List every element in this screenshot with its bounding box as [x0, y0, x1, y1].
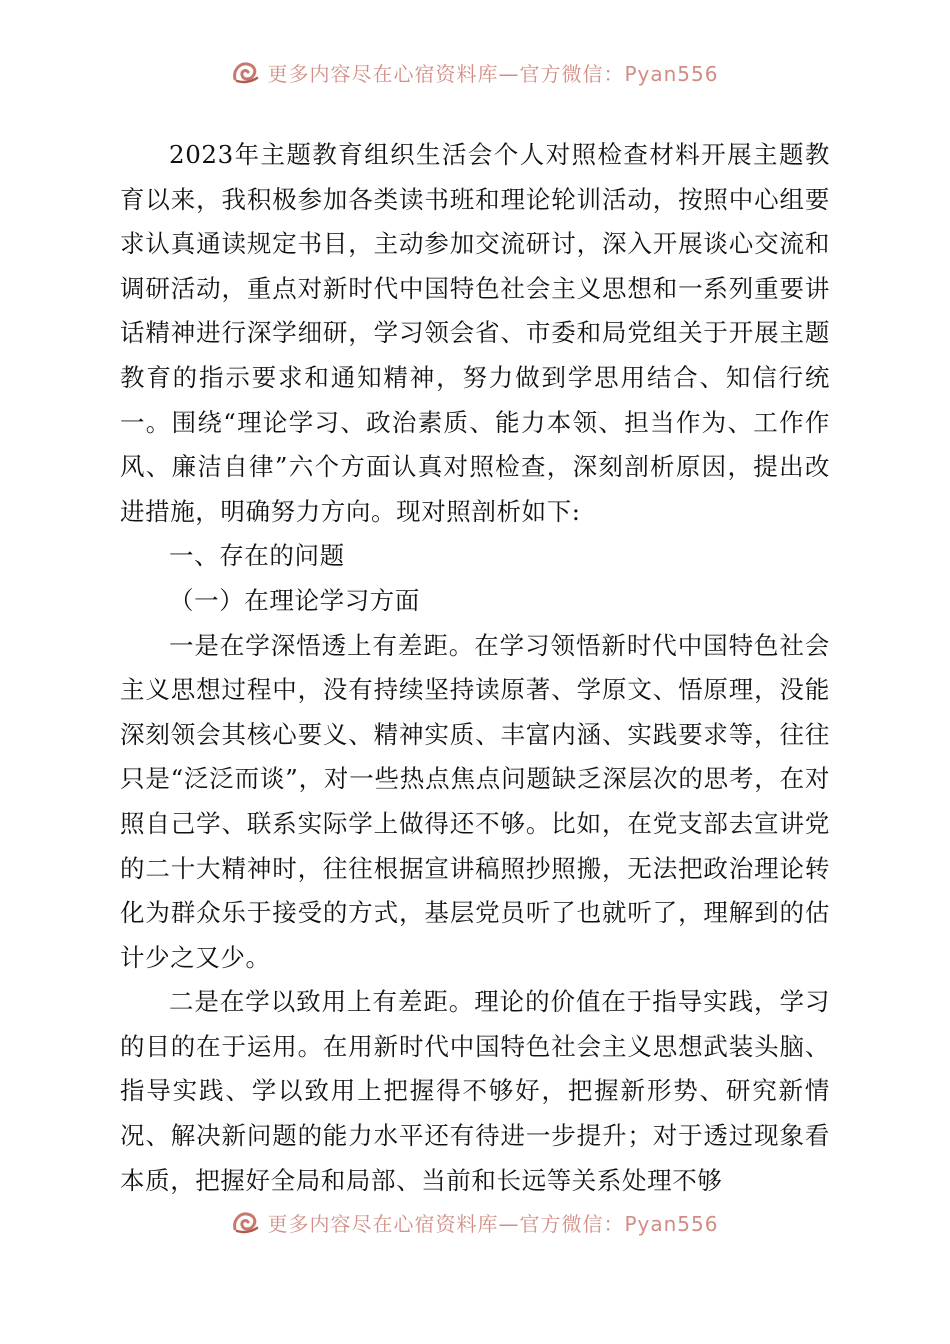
watermark-footer [0, 1202, 950, 1242]
logo-swirl-icon [231, 1209, 261, 1235]
logo-swirl-icon [231, 59, 261, 85]
document-body [120, 133, 830, 1203]
paragraph-intro: 2023年主题教育组织生活会个人对照检查材料开展主题教育以来，我积极参加各类读书班和理论轮训活动，按照中心组要求认真通读规定书目，主动参加交流研讨，深入开展谈心交流和调研活动，重点对新时代中国特色社会主义思想和一系列重要讲话精神进行深学细研，学习领会省、市委和局党组关于开展主题教育的指示要求和通知精神，努力做到学思用结合、知信行统一。围绕“理论学习、政治素质、能力本领、担当作为、工作作风、廉洁自律”六个方面认真对照检查，深刻剖析原因，提出改进措施，明确努力方向。现对照剖析如下: [120, 140, 830, 526]
watermark-header [0, 52, 950, 92]
watermark-text: 更多内容尽在心宿资料库—官方微信：Pyan556 [267, 1211, 719, 1236]
paragraph-point-two: 二是在学以致用上有差距。理论的价值在于指导实践，学习的目的在于运用。在用新时代中国特色社会主义思想武装头脑、指导实践、学以致用上把握得不够好，把握新形势、研究新情况、解决新问题的能力水平还有待进一步提升；对于透过现象看本质，把握好全局和局部、当前和长远等关系处理不够 [120, 987, 830, 1195]
watermark-text: 更多内容尽在心宿资料库—官方微信：Pyan556 [267, 61, 719, 86]
paragraph-point-one: 一是在学深悟透上有差距。在学习领悟新时代中国特色社会主义思想过程中，没有持续坚持读原著、学原文、悟原理，没能深刻领会其核心要义、精神实质、丰富内涵、实践要求等，往往只是“泛泛而谈”，对一些热点焦点问题缺乏深层次的思考，在对照自己学、联系实际学上做得还不够。比如，在党支部去宣讲党的二十大精神时，往往根据宣讲稿照抄照搬，无法把政治理论转化为群众乐于接受的方式，基层党员听了也就听了，理解到的估计少之又少。 [120, 630, 830, 972]
section-heading: 一、存在的问题 [169, 541, 345, 571]
subsection-heading: （一）在理论学习方面 [169, 585, 420, 615]
